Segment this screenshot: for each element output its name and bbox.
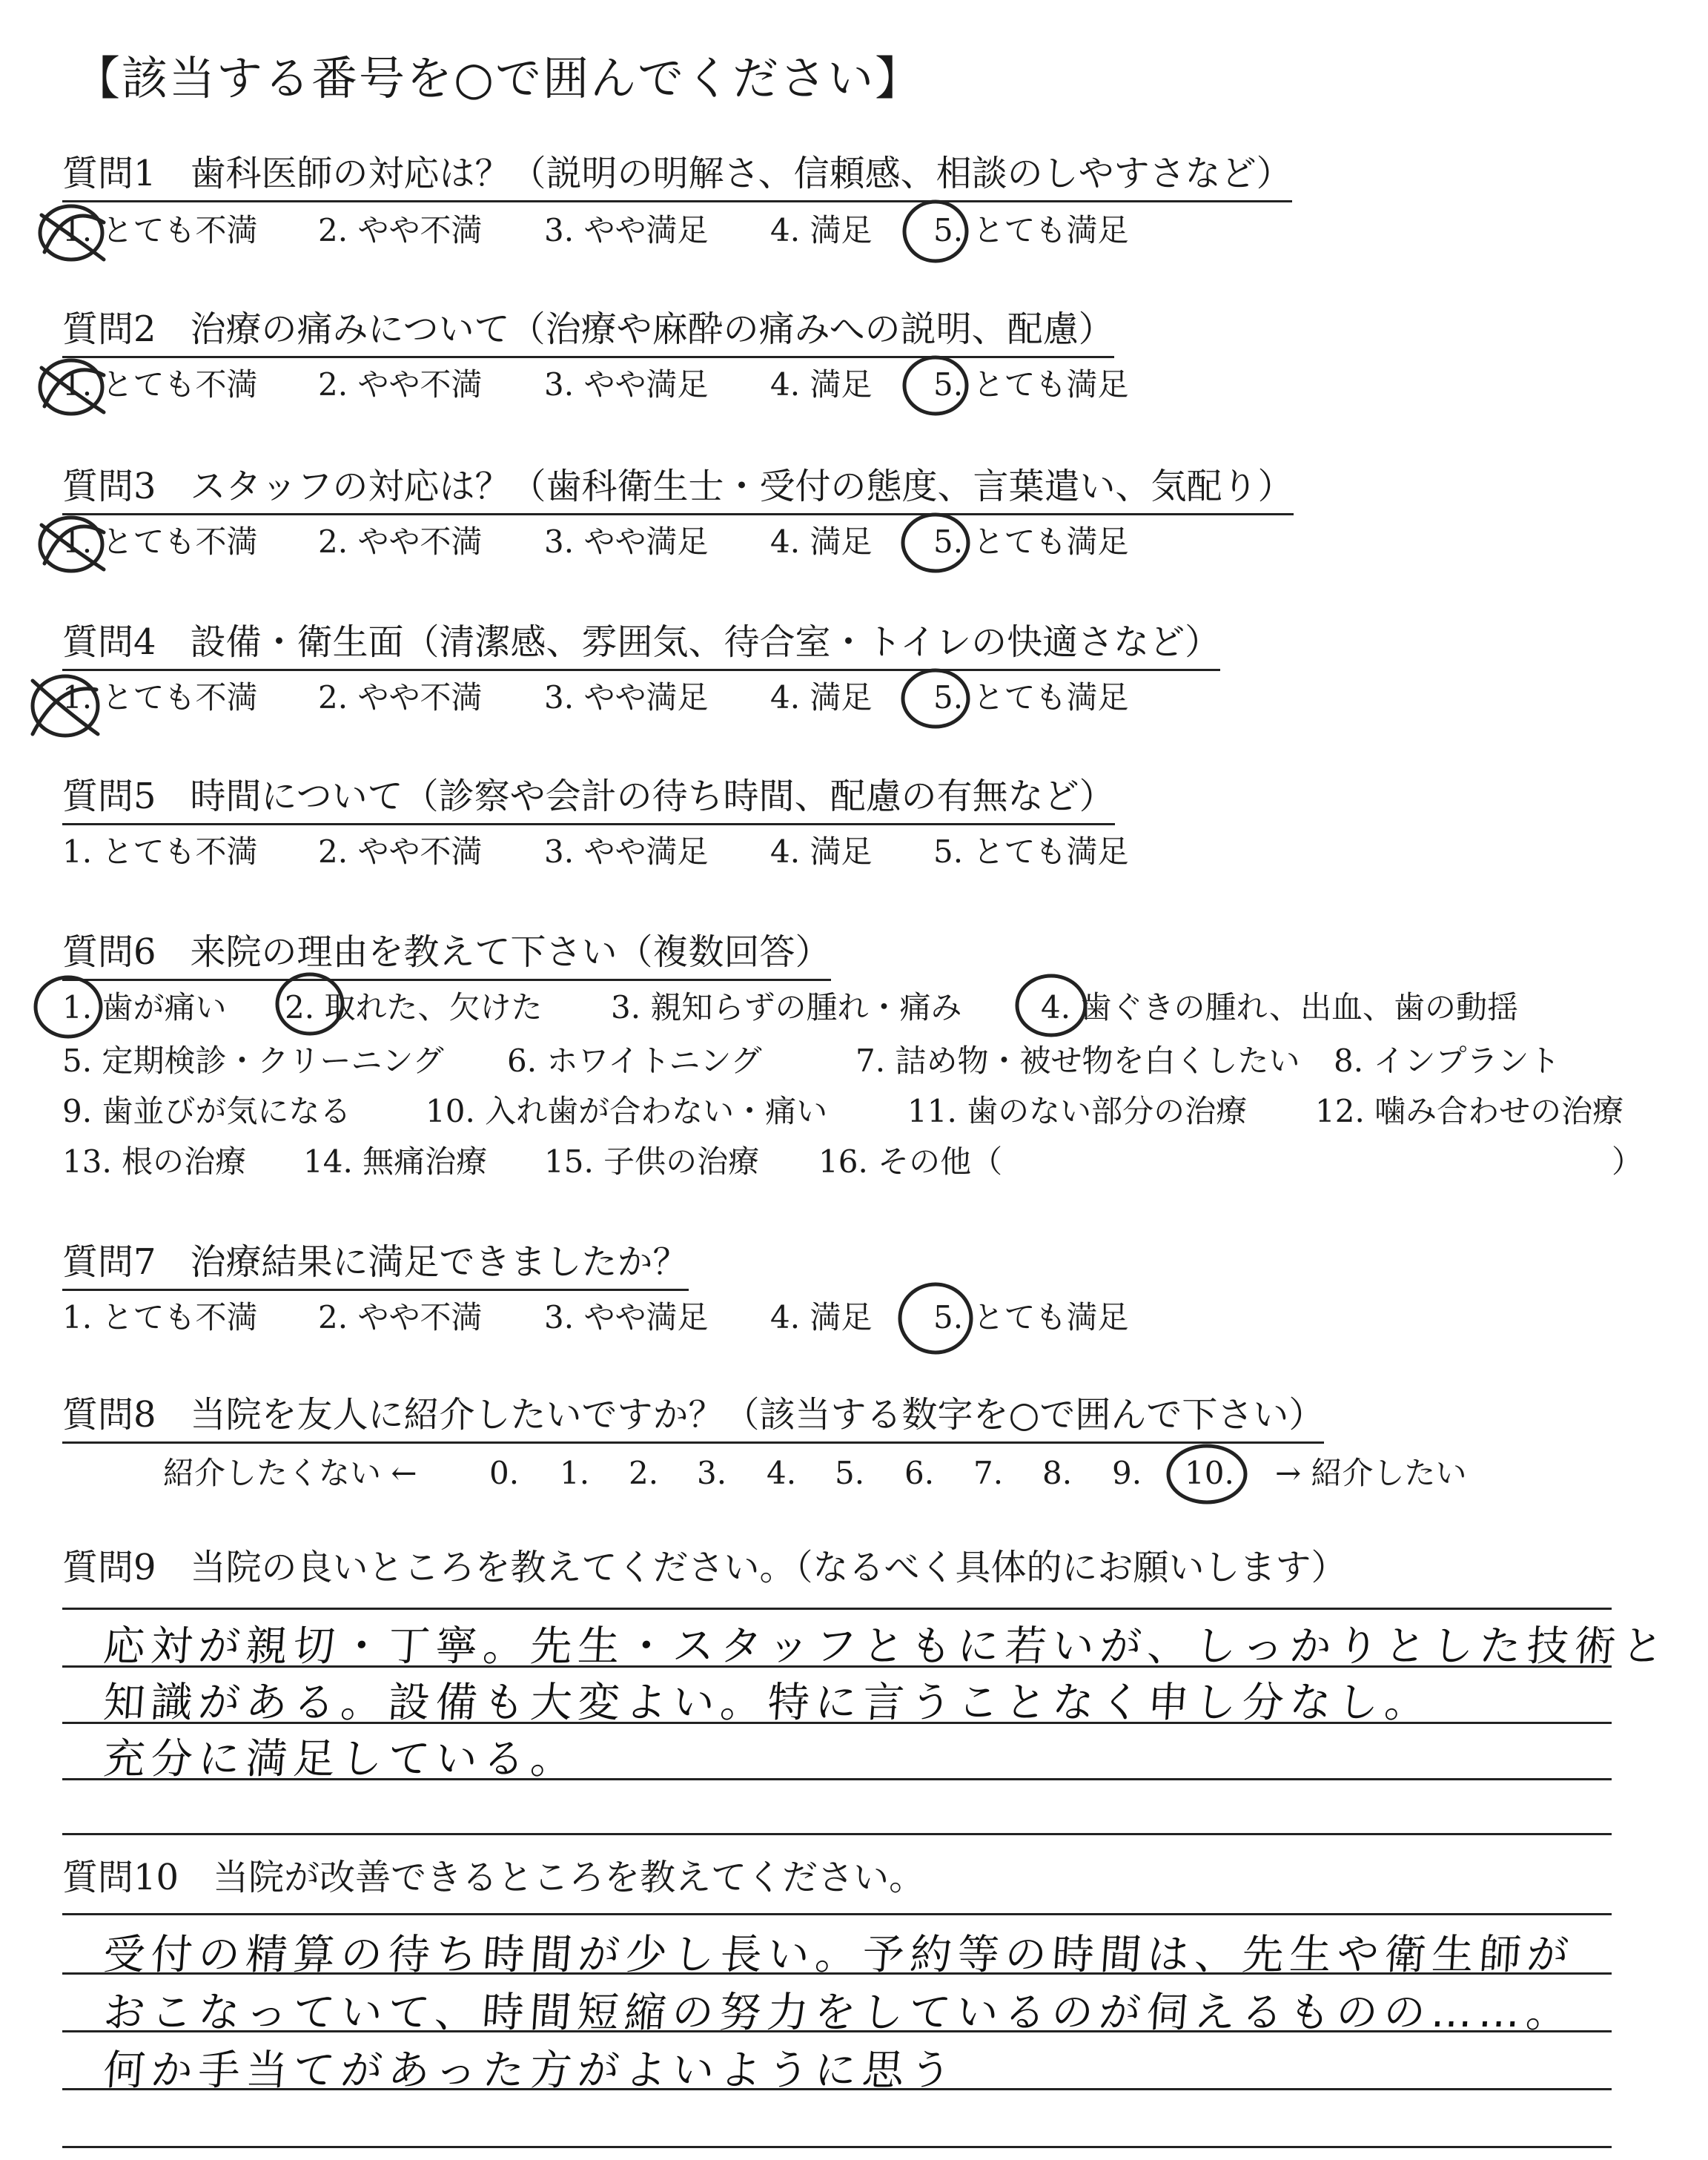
q9-answer-line-3: 充分に満足している。 [102, 1735, 580, 1783]
reason-8[interactable]: 8. インプラント [1334, 1043, 1560, 1079]
question-4-heading [62, 621, 1220, 671]
q2-option-3[interactable]: 3. やや満足 [544, 366, 709, 403]
question-text: 当院を友人に紹介したいですか？（該当する数字を○で囲んで下さい） [190, 1394, 1325, 1436]
scale-6[interactable]: 6. [904, 1455, 935, 1491]
question-number: 質問4 [62, 621, 156, 663]
q10-answer-line-3: 何か手当てがあった方がよいように思う [102, 2047, 959, 2095]
scale-0[interactable]: 0. [489, 1455, 520, 1491]
q5-option-1[interactable]: 1. とても不満 [62, 833, 258, 870]
reason-15[interactable]: 15. 子供の治療 [544, 1143, 760, 1180]
q5-option-5[interactable]: 5. とても満足 [933, 833, 1129, 870]
reason-2[interactable]: 2. 取れた、欠けた [285, 989, 543, 1025]
reason-1[interactable]: 1. 歯が痛い [62, 989, 227, 1025]
q9-answer-line-1: 応対が親切・丁寧。先生・スタッフともに若いが、しっかりとした技術と [102, 1622, 1671, 1671]
reason-14[interactable]: 14. 無痛治療 [303, 1143, 488, 1180]
q7-option-5[interactable]: 5. とても満足 [933, 1299, 1129, 1335]
question-10-heading [62, 1857, 924, 1904]
question-2-heading [62, 308, 1114, 358]
scale-9[interactable]: 9. [1112, 1455, 1142, 1491]
question-number: 質問1 [62, 153, 156, 194]
q1-option-5[interactable]: 5. とても満足 [933, 212, 1129, 248]
q3-option-5[interactable]: 5. とても満足 [933, 524, 1129, 560]
question-text: スタッフの対応は？（歯科衛生士・受付の態度、言葉遣い、気配り） [190, 466, 1294, 507]
q4-option-4[interactable]: 4. 満足 [770, 679, 873, 716]
q1-option-2[interactable]: 2. やや不満 [318, 212, 483, 248]
question-number: 質問10 [62, 1857, 179, 1898]
question-text: 治療の痛みについて（治療や麻酔の痛みへの説明、配慮） [190, 308, 1114, 350]
q1-option-4[interactable]: 4. 満足 [770, 212, 873, 248]
scale-2[interactable]: 2. [629, 1455, 659, 1491]
question-number: 質問5 [62, 776, 156, 817]
question-number: 質問9 [62, 1547, 156, 1588]
q2-option-5[interactable]: 5. とても満足 [933, 366, 1129, 403]
q9-rule-5 [62, 1833, 1612, 1835]
question-text: 当院の良いところを教えてください。（なるべく具体的にお願いします） [190, 1547, 1347, 1588]
q2-option-4[interactable]: 4. 満足 [770, 366, 873, 403]
q4-option-1[interactable]: 1. とても不満 [62, 679, 258, 716]
q3-option-1[interactable]: 1. とても不満 [62, 524, 258, 560]
question-number: 質問8 [62, 1394, 156, 1436]
scale-8[interactable]: 8. [1042, 1455, 1073, 1491]
q3-option-4[interactable]: 4. 満足 [770, 524, 873, 560]
question-7-heading [62, 1241, 689, 1291]
reason-3[interactable]: 3. 親知らずの腫れ・痛み [611, 989, 962, 1025]
question-number: 質問3 [62, 466, 156, 507]
q9-answer-line-2: 知識がある。設備も大変よい。特に言うことなく申し分なし。 [102, 1679, 1434, 1727]
q4-option-3[interactable]: 3. やや満足 [544, 679, 709, 716]
q7-option-3[interactable]: 3. やや満足 [544, 1299, 709, 1335]
q5-option-3[interactable]: 3. やや満足 [544, 833, 709, 870]
page-title: 【該当する番号を○で囲んでください】 [74, 51, 923, 105]
question-1-heading [62, 153, 1292, 202]
question-number: 質問7 [62, 1241, 156, 1283]
q3-option-3[interactable]: 3. やや満足 [544, 524, 709, 560]
question-3-heading [62, 466, 1294, 515]
q4-option-5[interactable]: 5. とても満足 [933, 679, 1129, 716]
reason-16-close-paren: ） [1612, 1143, 1644, 1180]
reason-11[interactable]: 11. 歯のない部分の治療 [907, 1093, 1248, 1129]
question-8-heading [62, 1394, 1324, 1444]
q3-option-2[interactable]: 2. やや不満 [318, 524, 483, 560]
q2-option-1[interactable]: 1. とても不満 [62, 366, 258, 403]
q2-option-2[interactable]: 2. やや不満 [318, 366, 483, 403]
q10-rule-5 [62, 2146, 1612, 2148]
question-number: 質問6 [62, 931, 156, 973]
q1-option-1[interactable]: 1. とても不満 [62, 212, 258, 248]
q10-answer-line-2: おこなっていて、時間短縮の努力をしているのが伺えるものの……。 [102, 1989, 1575, 2037]
q7-option-4[interactable]: 4. 満足 [770, 1299, 873, 1335]
question-6-heading [62, 931, 831, 981]
question-number: 質問2 [62, 308, 156, 350]
question-text: 時間について（診察や会計の待ち時間、配慮の有無など） [190, 776, 1115, 817]
question-text: 来院の理由を教えて下さい（複数回答） [190, 931, 831, 973]
scale-left-label: 紹介したくない ← [163, 1455, 417, 1491]
q7-option-1[interactable]: 1. とても不満 [62, 1299, 258, 1335]
reason-6[interactable]: 6. ホワイトニング [507, 1043, 762, 1079]
q9-rule-1 [62, 1608, 1612, 1610]
reason-16[interactable]: 16. その他（ [818, 1143, 1003, 1180]
reason-12[interactable]: 12. 噛み合わせの治療 [1315, 1093, 1624, 1129]
question-5-heading [62, 776, 1115, 825]
reason-4[interactable]: 4. 歯ぐきの腫れ、出血、歯の動揺 [1041, 989, 1518, 1025]
q10-rule-1 [62, 1913, 1612, 1915]
question-text: 歯科医師の対応は？（説明の明解さ、信頼感、相談のしやすさなど） [190, 153, 1292, 194]
question-9-heading [62, 1547, 1347, 1594]
question-text: 当院が改善できるところを教えてください。 [213, 1857, 925, 1898]
scale-1[interactable]: 1. [560, 1455, 590, 1491]
scale-4[interactable]: 4. [767, 1455, 797, 1491]
q4-option-2[interactable]: 2. やや不満 [318, 679, 483, 716]
scale-7[interactable]: 7. [973, 1455, 1004, 1491]
scale-5[interactable]: 5. [835, 1455, 865, 1491]
question-text: 治療結果に満足できましたか？ [190, 1241, 689, 1283]
reason-10[interactable]: 10. 入れ歯が合わない・痛い [426, 1093, 828, 1129]
reason-7[interactable]: 7. 詰め物・被せ物を白くしたい [855, 1043, 1300, 1079]
scale-3[interactable]: 3. [697, 1455, 727, 1491]
question-text: 設備・衛生面（清潔感、雰囲気、待合室・トイレの快適さなど） [190, 621, 1221, 663]
reason-13[interactable]: 13. 根の治療 [62, 1143, 247, 1180]
q7-option-2[interactable]: 2. やや不満 [318, 1299, 483, 1335]
scale-right-label: → 紹介したい [1275, 1455, 1467, 1491]
reason-9[interactable]: 9. 歯並びが気になる [62, 1093, 351, 1129]
reason-5[interactable]: 5. 定期検診・クリーニング [62, 1043, 444, 1079]
q5-option-4[interactable]: 4. 満足 [770, 833, 873, 870]
q1-option-3[interactable]: 3. やや満足 [544, 212, 709, 248]
q10-answer-line-1: 受付の精算の待ち時間が少し長い。予約等の時間は、先生や衛生師が [102, 1931, 1576, 1979]
q5-option-2[interactable]: 2. やや不満 [318, 833, 483, 870]
scale-10[interactable]: 10. [1185, 1455, 1234, 1491]
